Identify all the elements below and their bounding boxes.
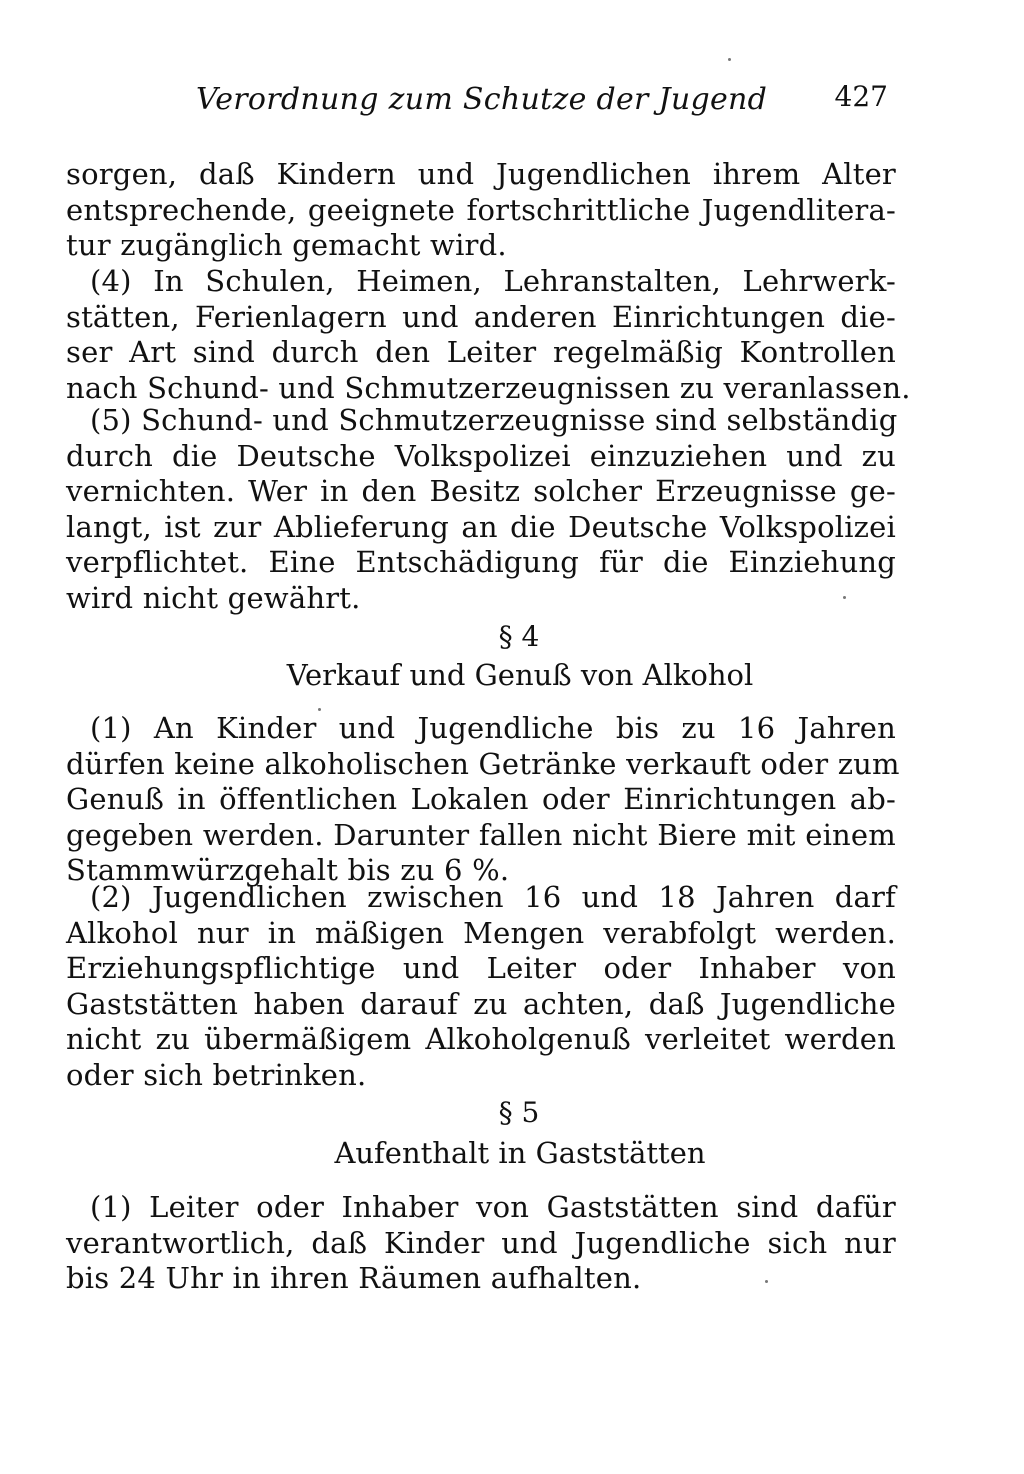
text-line: nach Schund- und Schmutzerzeugnissen zu veranlassen. [66,370,911,405]
running-header [196,82,896,128]
page-number: 427 [834,80,888,113]
section-5-paragraph-1 [66,1190,896,1297]
text-line: sorgen, daß Kindern und Jugendlichen ihrem Alter [66,157,896,191]
text-line: durch die Deutsche Volkspolizei einzuziehen und zu [66,438,896,473]
paragraph-5 [66,403,896,617]
running-title: Verordnung zum Schutze der Jugend [196,82,768,117]
text-line: (5) Schund- und Schmutzerzeugnisse sind selbständig [90,403,898,437]
text-line: vernichten. Wer in den Besitz solcher Erzeugnisse ge- [66,474,896,509]
text-line: (1) Leiter oder Inhaber von Gaststätten sind dafür [90,1190,896,1224]
text-line: stätten, Ferienlagern und anderen Einrichtungen die- [66,299,896,334]
scan-speck [765,1280,768,1283]
scan-speck [843,596,846,599]
text-line: Genuß in öffentlichen Lokalen oder Einrichtungen ab- [66,782,896,817]
text-line: wird nicht gewährt. [66,580,361,615]
text-line: langt, ist zur Ablieferung an die Deutsche Volkspolizei [66,509,896,544]
text-line: dürfen keine alkoholischen Getränke verkauft oder zum [66,746,900,781]
text-line: Erziehungspflichtige und Leiter oder Inhaber von [66,951,896,986]
paragraph-continuation [66,157,896,264]
text-line: (4) In Schulen, Heimen, Lehranstalten, Lehrwerk- [90,264,896,298]
text-line: nicht zu übermäßigem Alkoholgenuß verleitet werden [66,1022,896,1057]
text-line: gegeben werden. Darunter fallen nicht Biere mit einem [66,817,896,852]
text-line: Alkohol nur in mäßigen Mengen verabfolgt werden. [66,915,896,950]
section-4-title: Verkauf und Genuß von Alkohol [286,658,754,692]
scan-speck [728,58,731,61]
section-5-sign: § 5 [498,1096,540,1129]
text-line: bis 24 Uhr in ihren Räumen aufhalten. [66,1261,642,1296]
text-line: (2) Jugendlichen zwischen 16 und 18 Jahren darf [90,880,896,914]
text-line: entsprechende, geeignete fortschrittliche Jugendlitera- [66,192,896,227]
paragraph-4 [66,264,911,406]
section-4-paragraph-2 [66,880,896,1094]
section-4-sign: § 4 [498,620,540,653]
text-line: Stammwürzgehalt bis zu 6 %. [66,853,510,888]
section-4-paragraph-1 [66,711,900,889]
section-5-title: Aufenthalt in Gaststätten [334,1136,706,1170]
text-line: ser Art sind durch den Leiter regelmäßig Kontrollen [66,335,896,370]
text-line: oder sich betrinken. [66,1057,367,1092]
text-line: tur zugänglich gemacht wird. [66,228,507,263]
text-line: verpflichtet. Eine Entschädigung für die Einziehung [66,545,896,580]
scan-speck [318,708,321,711]
text-line: Gaststätten haben darauf zu achten, daß Jugendliche [66,986,896,1021]
text-line: (1) An Kinder und Jugendliche bis zu 16 Jahren [90,711,896,745]
text-line: verantwortlich, daß Kinder und Jugendliche sich nur [66,1225,896,1260]
